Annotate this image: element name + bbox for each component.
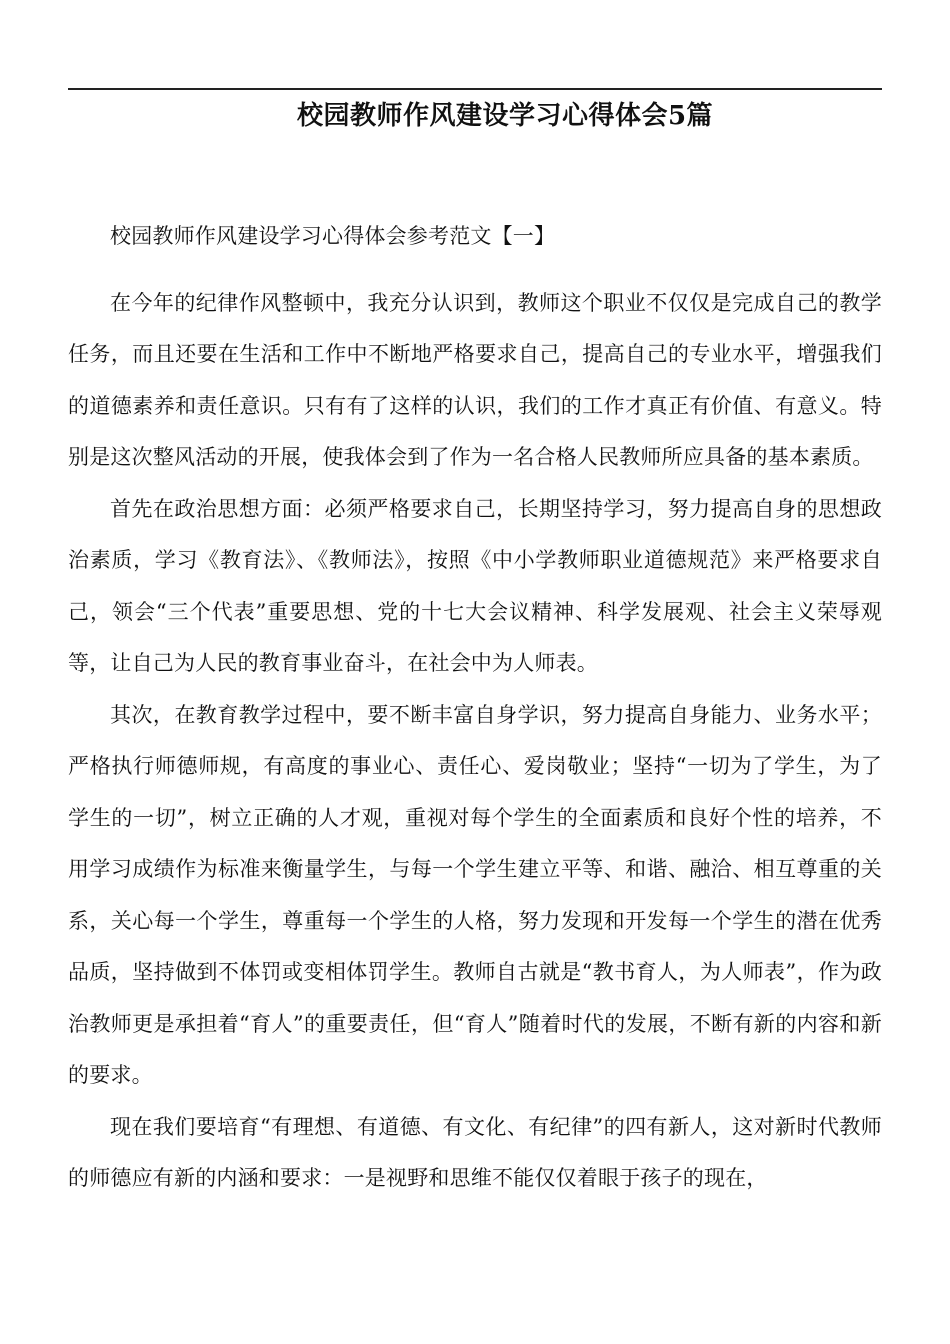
section-heading: 校园教师作风建设学习心得体会参考范文【一】	[110, 224, 556, 248]
paragraph-3: 其次，在教育教学过程中，要不断丰富自身学识，努力提高自身能力、业务水平；严格执行师德师规，有高度的事业心、责任心、爱岗敬业；坚持“一切为了学生，为了学生的一切”，树立正确的人才观，重视对每个学生的全面素质和良好个性的培养，不用学习成绩作为标准来衡量学生，与每一个学生建立平等、和谐、融洽、相互尊重的关系，关心每一个学生，尊重每一个学生的人格，努力发现和开发每一个学生的潜在优秀品质，坚持做到不体罚或变相体罚学生。教师自古就是“教书育人，为人师表”，作为政治教师更是承担着“育人”的重要责任，但“育人”随着时代的发展，不断有新的内容和新的要求。	[68, 702, 882, 1087]
header-rule	[68, 88, 882, 90]
paragraph-4: 现在我们要培育“有理想、有道德、有文化、有纪律”的四有新人，这对新时代教师的师德应有新的内涵和要求：一是视野和思维不能仅仅着眼于孩子的现在，	[68, 1114, 882, 1190]
document-body	[68, 211, 882, 1205]
document-title: 校园教师作风建设学习心得体会5篇	[296, 101, 714, 131]
paragraph-1: 在今年的纪律作风整顿中，我充分认识到，教师这个职业不仅仅是完成自己的教学任务，而且还要在生活和工作中不断地严格要求自己，提高自己的专业水平，增强我们的道德素养和责任意识。只有有了这样的认识，我们的工作才真正有价值、有意义。特别是这次整风活动的开展，使我体会到了作为一名合格人民教师所应具备的基本素质。	[68, 290, 882, 469]
paragraph-2: 首先在政治思想方面：必须严格要求自己，长期坚持学习，努力提高自身的思想政治素质，学习《教育法》、《教师法》，按照《中小学教师职业道德规范》来严格要求自己，领会“三个代表”重要思想、党的十七大会议精神、科学发展观、社会主义荣辱观等，让自己为人民的教育事业奋斗，在社会中为人师表。	[68, 496, 882, 675]
